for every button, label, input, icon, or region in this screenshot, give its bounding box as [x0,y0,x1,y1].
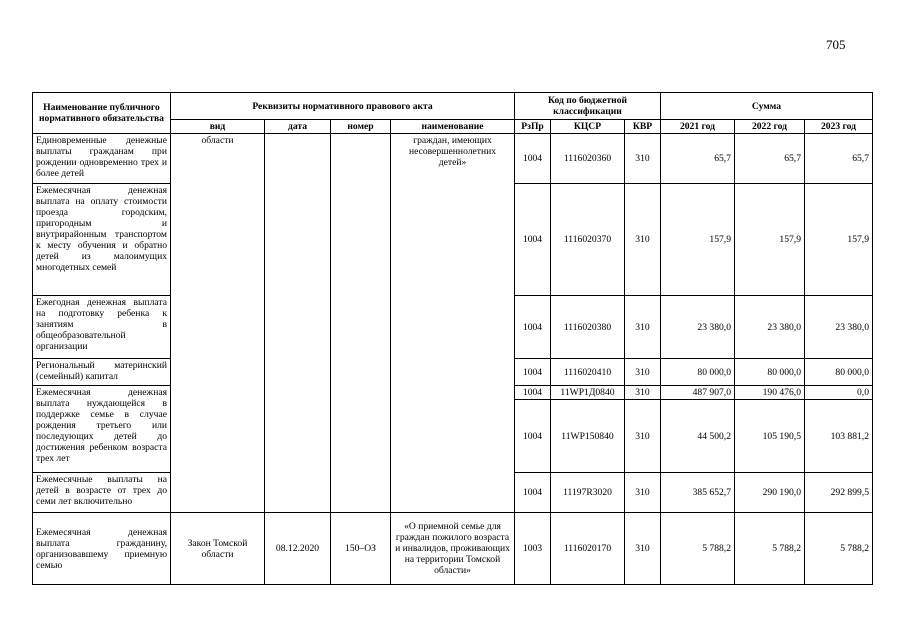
obligation-name: Ежемесячная денежная выплата нуждающейся в поддержке семье в случае рождения третьего или последующих детей до достижения ребенком возраста трех лет [33,386,171,473]
sum-2021-cell: 23 380,0 [661,296,735,359]
obligation-name: Ежегодная денежная выплата на подготовку ребенка к занятиям в общеобразовательной организации [33,296,171,359]
sum-2021-cell: 5 788,2 [661,513,735,585]
obligation-name: Ежемесячная денежная выплата на оплату стоимости проезда городским, пригородным и внутрирайонным транспортом к месту обучения и обратно детей из малоимущих многодетных семей [33,184,171,296]
sum-2023-cell: 157,9 [805,184,873,296]
kvr-cell: 310 [625,473,661,513]
sum-2023-cell: 65,7 [805,134,873,184]
header-kvr: КВР [625,120,661,134]
rzpr-cell: 1004 [515,400,551,473]
obligation-name: Региональный материнский (семейный) капитал [33,359,171,386]
sum-2021-cell: 487 907,0 [661,386,735,400]
sum-2022-cell: 23 380,0 [735,296,805,359]
kcsr-cell: 11WP150840 [551,400,625,473]
sum-2023-cell: 103 881,2 [805,400,873,473]
header-row-1 [33,93,873,120]
kcsr-cell: 1116020370 [551,184,625,296]
header-rzpr: РзПр [515,120,551,134]
kcsr-cell: 11197R3020 [551,473,625,513]
header-type: вид [171,120,265,134]
header-2022: 2022 год [735,120,805,134]
kvr-cell: 310 [625,400,661,473]
act-number [331,134,391,513]
header-budget-code: Код по бюджетной классификации [515,93,661,120]
sum-2021-cell: 80 000,0 [661,359,735,386]
kvr-cell: 310 [625,386,661,400]
sum-2022-cell: 190 476,0 [735,386,805,400]
sum-2021-cell: 385 652,7 [661,473,735,513]
sum-2021-cell: 157,9 [661,184,735,296]
act-date: 08.12.2020 [265,513,331,585]
header-kcsr: КЦСР [551,120,625,134]
kvr-cell: 310 [625,296,661,359]
act-number: 150–ОЗ [331,513,391,585]
obligations-table [32,92,873,585]
sum-2022-cell: 5 788,2 [735,513,805,585]
header-title: наименование [391,120,515,134]
rzpr-cell: 1004 [515,184,551,296]
rzpr-cell: 1004 [515,296,551,359]
rzpr-cell: 1004 [515,473,551,513]
header-requisites: Реквизиты нормативного правового акта [171,93,515,120]
kcsr-cell: 1116020410 [551,359,625,386]
rzpr-cell: 1004 [515,134,551,184]
table-row [33,134,873,184]
rzpr-cell: 1004 [515,359,551,386]
sum-2022-cell: 80 000,0 [735,359,805,386]
sum-2023-cell: 80 000,0 [805,359,873,386]
rzpr-cell: 1004 [515,386,551,400]
rzpr-cell: 1003 [515,513,551,585]
header-2023: 2023 год [805,120,873,134]
sum-2022-cell: 157,9 [735,184,805,296]
obligation-name: Единовременные денежные выплаты гражданам при рождении одновременно трех и более детей [33,134,171,184]
sum-2023-cell: 23 380,0 [805,296,873,359]
header-sum: Сумма [661,93,873,120]
sum-2021-cell: 44 500,2 [661,400,735,473]
sum-2021-cell: 65,7 [661,134,735,184]
act-type: Закон Томской области [171,513,265,585]
act-date [265,134,331,513]
sum-2023-cell: 292 899,5 [805,473,873,513]
kvr-cell: 310 [625,359,661,386]
header-date: дата [265,120,331,134]
kcsr-cell: 1116020360 [551,134,625,184]
obligation-name: Ежемесячные выплаты на детей в возрасте от трех до семи лет включительно [33,473,171,513]
kcsr-cell: 1116020170 [551,513,625,585]
act-title: граждан, имеющих несовершеннолетних детей» [391,134,515,513]
sum-2022-cell: 65,7 [735,134,805,184]
kvr-cell: 310 [625,134,661,184]
act-type: области [171,134,265,513]
header-number: номер [331,120,391,134]
obligation-name: Ежемесячная денежная выплата гражданину, организовавшему приемную семью [33,513,171,585]
header-name: Наименование публичного нормативного обязательства [33,93,171,134]
kcsr-cell: 1116020380 [551,296,625,359]
header-2021: 2021 год [661,120,735,134]
table-row [33,513,873,585]
page-number: 705 [826,37,846,52]
sum-2022-cell: 105 190,5 [735,400,805,473]
sum-2022-cell: 290 190,0 [735,473,805,513]
sum-2023-cell: 0,0 [805,386,873,400]
kvr-cell: 310 [625,513,661,585]
kvr-cell: 310 [625,184,661,296]
act-title: «О приемной семье для граждан пожилого возраста и инвалидов, проживающих на территории Томской области» [391,513,515,585]
kcsr-cell: 11WP1Д0840 [551,386,625,400]
sum-2023-cell: 5 788,2 [805,513,873,585]
